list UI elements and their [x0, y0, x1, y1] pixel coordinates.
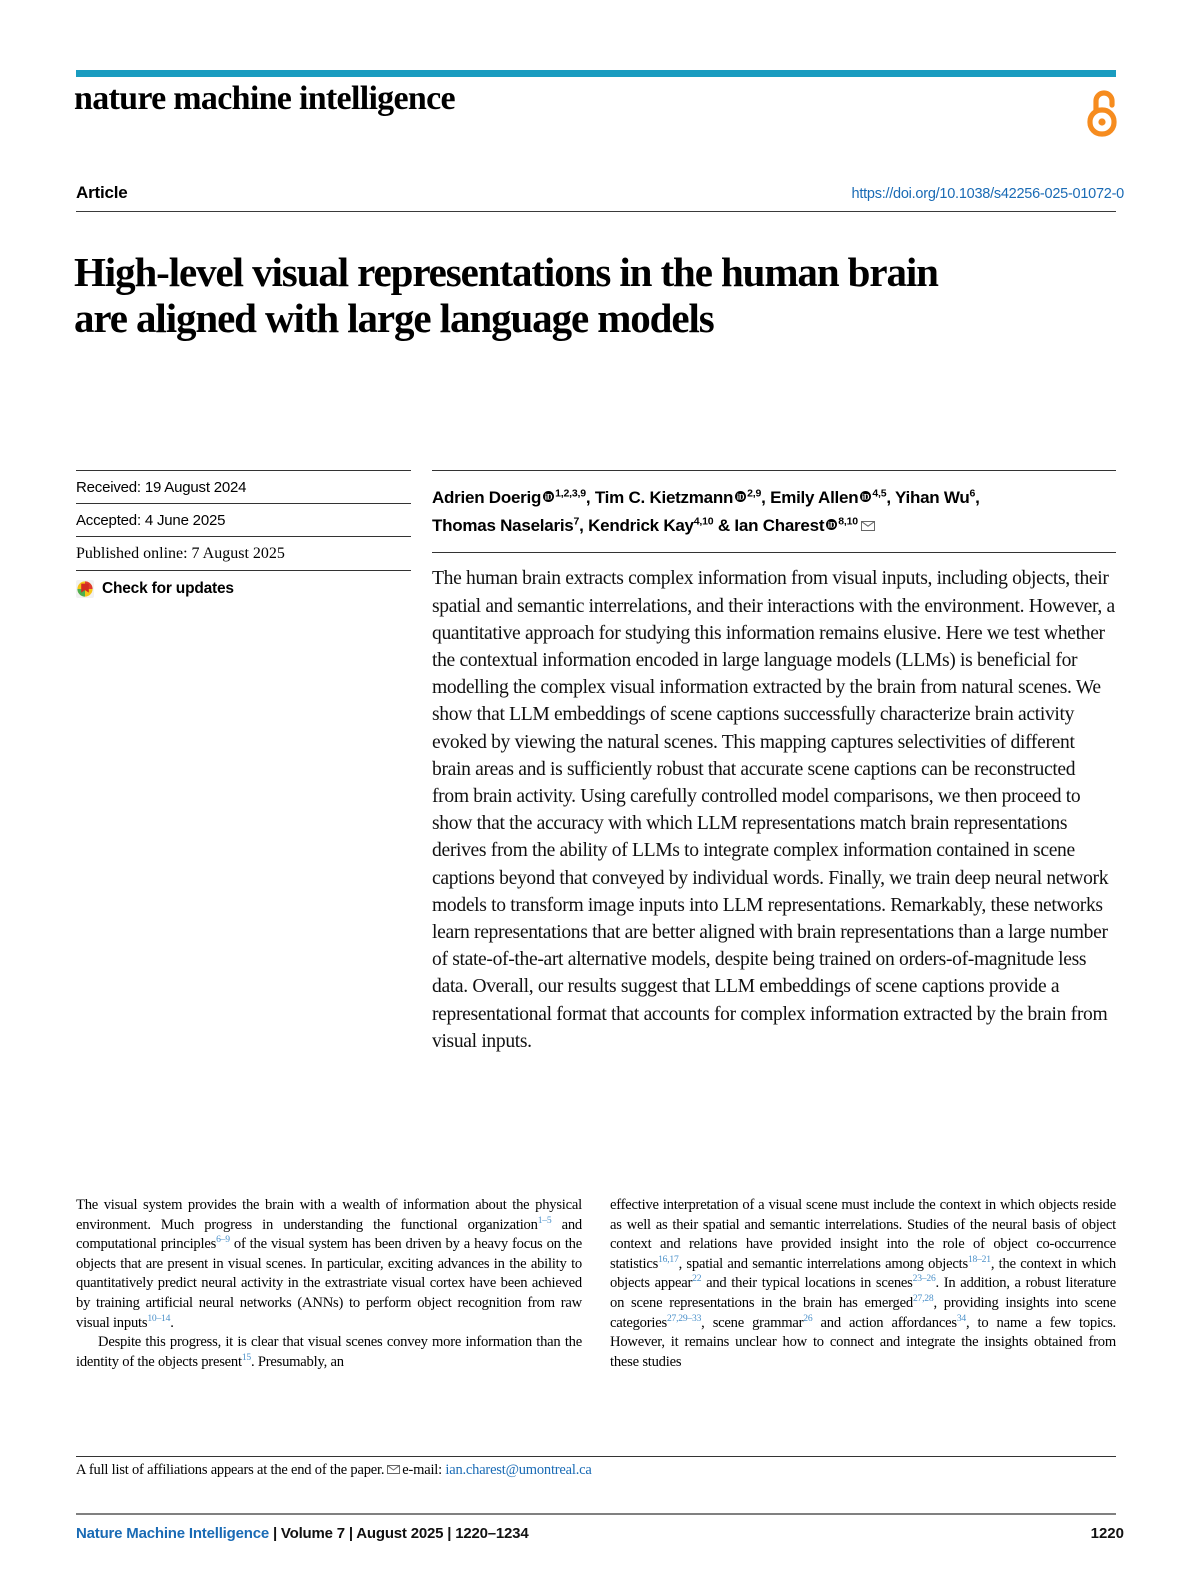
orcid-icon[interactable] [826, 512, 837, 530]
affiliation-footnote [76, 1462, 592, 1479]
header-divider [76, 211, 1116, 212]
body-paragraph: effective interpretation of a visual scene must include the context in which objects reside as well as their spatial and semantic interrelations. Studies of the neural basis of object context and relations have provided insight into the role of object co-occurrence statistics$^{16,17}$, spatial and semantic interrelations among objects$^{18-21}$, the context in which objects appear$^{22}$ and their typical locations in scenes$^{23-26}$. In addition, a robust literature on scene representations in the brain has emerged$^{27,28}$, providing insights into scene categories$^{27,29-33}$, scene grammar$^{26}$ and action affordances$^{34}$, to name a few topics. However, it remains unclear how to connect and integrate the insights obtained from these studies [610, 1197, 1116, 1370]
journal-masthead-title: nature machine intelligence [74, 80, 455, 117]
svg-text:iD: iD [736, 492, 745, 502]
masthead-accent-rule [76, 70, 1116, 77]
orcid-icon[interactable] [735, 484, 746, 502]
author-name: Emily Allen [770, 487, 859, 507]
citation-ref[interactable]: 16,17 [658, 1253, 679, 1265]
check-for-updates-button[interactable] [76, 570, 411, 605]
email-label: e-mail: [402, 1462, 442, 1478]
author-name: Adrien Doerig [432, 487, 542, 507]
body-columns [76, 1196, 1116, 1372]
citation-ref[interactable]: 18–21 [967, 1253, 991, 1265]
author-affiliation-sup: 4,5 [872, 487, 887, 499]
footer-citation [76, 1525, 528, 1542]
author-affiliation-sup: 2,9 [747, 487, 762, 499]
author-name: Thomas Naselaris [432, 516, 574, 536]
accepted-date: Accepted: 4 June 2025 [76, 503, 411, 536]
footnote-divider [76, 1456, 1116, 1457]
author-name: Tim C. Kietzmann [594, 487, 734, 507]
published-date: Published online: 7 August 2025 [76, 536, 411, 570]
citation-ref[interactable]: 23–26 [912, 1273, 936, 1285]
orcid-icon[interactable] [860, 484, 871, 502]
body-column-right [610, 1196, 1116, 1372]
svg-text:iD: iD [828, 520, 836, 530]
footer-volume-info: | Volume 7 | August 2025 | 1220–1234 [268, 1525, 529, 1542]
footer-divider [76, 1513, 1116, 1515]
author-list [432, 470, 1116, 538]
crossmark-icon [76, 580, 94, 598]
footer-page-number: 1220 [1090, 1525, 1124, 1542]
citation-ref[interactable]: 27,28 [912, 1293, 934, 1305]
citation-ref[interactable]: 1–5 [537, 1214, 552, 1226]
footer-journal-name[interactable]: Nature Machine Intelligence [76, 1525, 269, 1542]
check-for-updates-label: Check for updates [102, 580, 234, 597]
author-affiliation-sup: 1,2,3,9 [555, 487, 586, 499]
citation-ref[interactable]: 27,29–33 [666, 1312, 702, 1324]
author-line-2: Thomas Naselaris$^7$, Kendrick Kay$^{4,10}$ & Ian Charest iD $^{8,10}$ [432, 516, 875, 535]
author-name: Yihan Wu [895, 487, 970, 507]
envelope-icon [387, 1462, 400, 1471]
article-type-label: Article [76, 183, 128, 202]
affiliation-note: A full list of affiliations appears at the end of the paper. [76, 1462, 385, 1478]
author-affiliation-sup: 7 [573, 515, 580, 528]
citation-ref[interactable]: 15 [241, 1351, 251, 1363]
citation-ref[interactable]: 10–14 [147, 1312, 171, 1324]
author-affiliation-sup: 6 [969, 487, 976, 499]
author-name: Kendrick Kay [588, 516, 694, 536]
author-affiliation-sup: 8,10 [838, 515, 858, 528]
abstract-text: The human brain extracts complex information from visual inputs, including objects, their spatial and semantic interrelations, and their interactions with the environment. However, a quantitative approach for studying this information remains elusive. Here we test whether the contextual information encoded in large language models (LLMs) is beneficial for modelling the complex visual information extracted by the brain from natural scenes. We show that LLM embeddings of scene captions successfully characterize brain activity evoked by viewing the natural scenes. This mapping captures selectivities of different brain areas and is sufficiently robust that accurate scene captions can be reconstructed from brain activity. Using carefully controlled model comparisons, we then proceed to show that the accuracy with which LLM representations match brain representations derives from the ability of LLMs to integrate complex information contained in scene captions beyond that conveyed by individual words. Finally, we train deep neural network models to transform image inputs into LLM representations. Remarkably, these networks learn representations that are better aligned with brain representations than a large number of state-of-the-art alternative models, despite being trained on orders-of-magnitude less data. Overall, our results suggest that LLM embeddings of scene captions provide a representational format that accounts for complex information extracted by the brain from visual inputs. [432, 552, 1116, 1055]
corresponding-email-link[interactable]: ian.charest@umontreal.ca [445, 1462, 592, 1478]
citation-ref[interactable]: 34 [956, 1312, 966, 1324]
received-date: Received: 19 August 2024 [76, 470, 411, 503]
doi-link[interactable]: https://doi.org/10.1038/s42256-025-01072-0 [851, 186, 1124, 202]
body-column-left [76, 1196, 582, 1372]
page-title: High-level visual representations in the human brain are aligned with large language models [74, 249, 938, 342]
orcid-icon[interactable] [543, 484, 554, 502]
citation-ref[interactable]: 6–9 [216, 1234, 230, 1246]
svg-text:iD: iD [544, 492, 553, 502]
body-paragraph: Despite this progress, it is clear that visual scenes convey more information than the identity of the objects present$^{15}$. Presumably, an [76, 1334, 582, 1370]
author-affiliation-sup: 4,10 [693, 515, 714, 528]
author-line-1: Adrien Doerig iD $^{1,2,3,9}$, Tim C. Kietzmann iD $^{2,9}$, Emily Allen iD $^{4,5}$, Yihan Wu$^6$, [432, 488, 980, 507]
authors-and-abstract [432, 470, 1116, 1055]
open-access-lock-icon [1084, 90, 1124, 138]
author-name: Ian Charest [734, 516, 825, 536]
envelope-icon[interactable] [861, 513, 875, 523]
citation-ref[interactable]: 26 [803, 1312, 813, 1324]
citation-ref[interactable]: 22 [692, 1273, 702, 1285]
svg-text:iD: iD [862, 492, 870, 502]
body-paragraph: The visual system provides the brain with a wealth of information about the physical environment. Much progress in understanding the functional organization$^{1-5}$ and computational principles$^{6-9}$ of the visual system has been driven by a heavy focus on the objects that are present in visual scenes. In particular, exciting advances in the ability to quantitatively predict neural activity in the extrastriate visual cortex have been achieved by training artificial neural networks (ANNs) to perform object recognition from raw visual inputs$^{10-14}$. [76, 1197, 582, 1331]
publication-history [76, 470, 411, 605]
